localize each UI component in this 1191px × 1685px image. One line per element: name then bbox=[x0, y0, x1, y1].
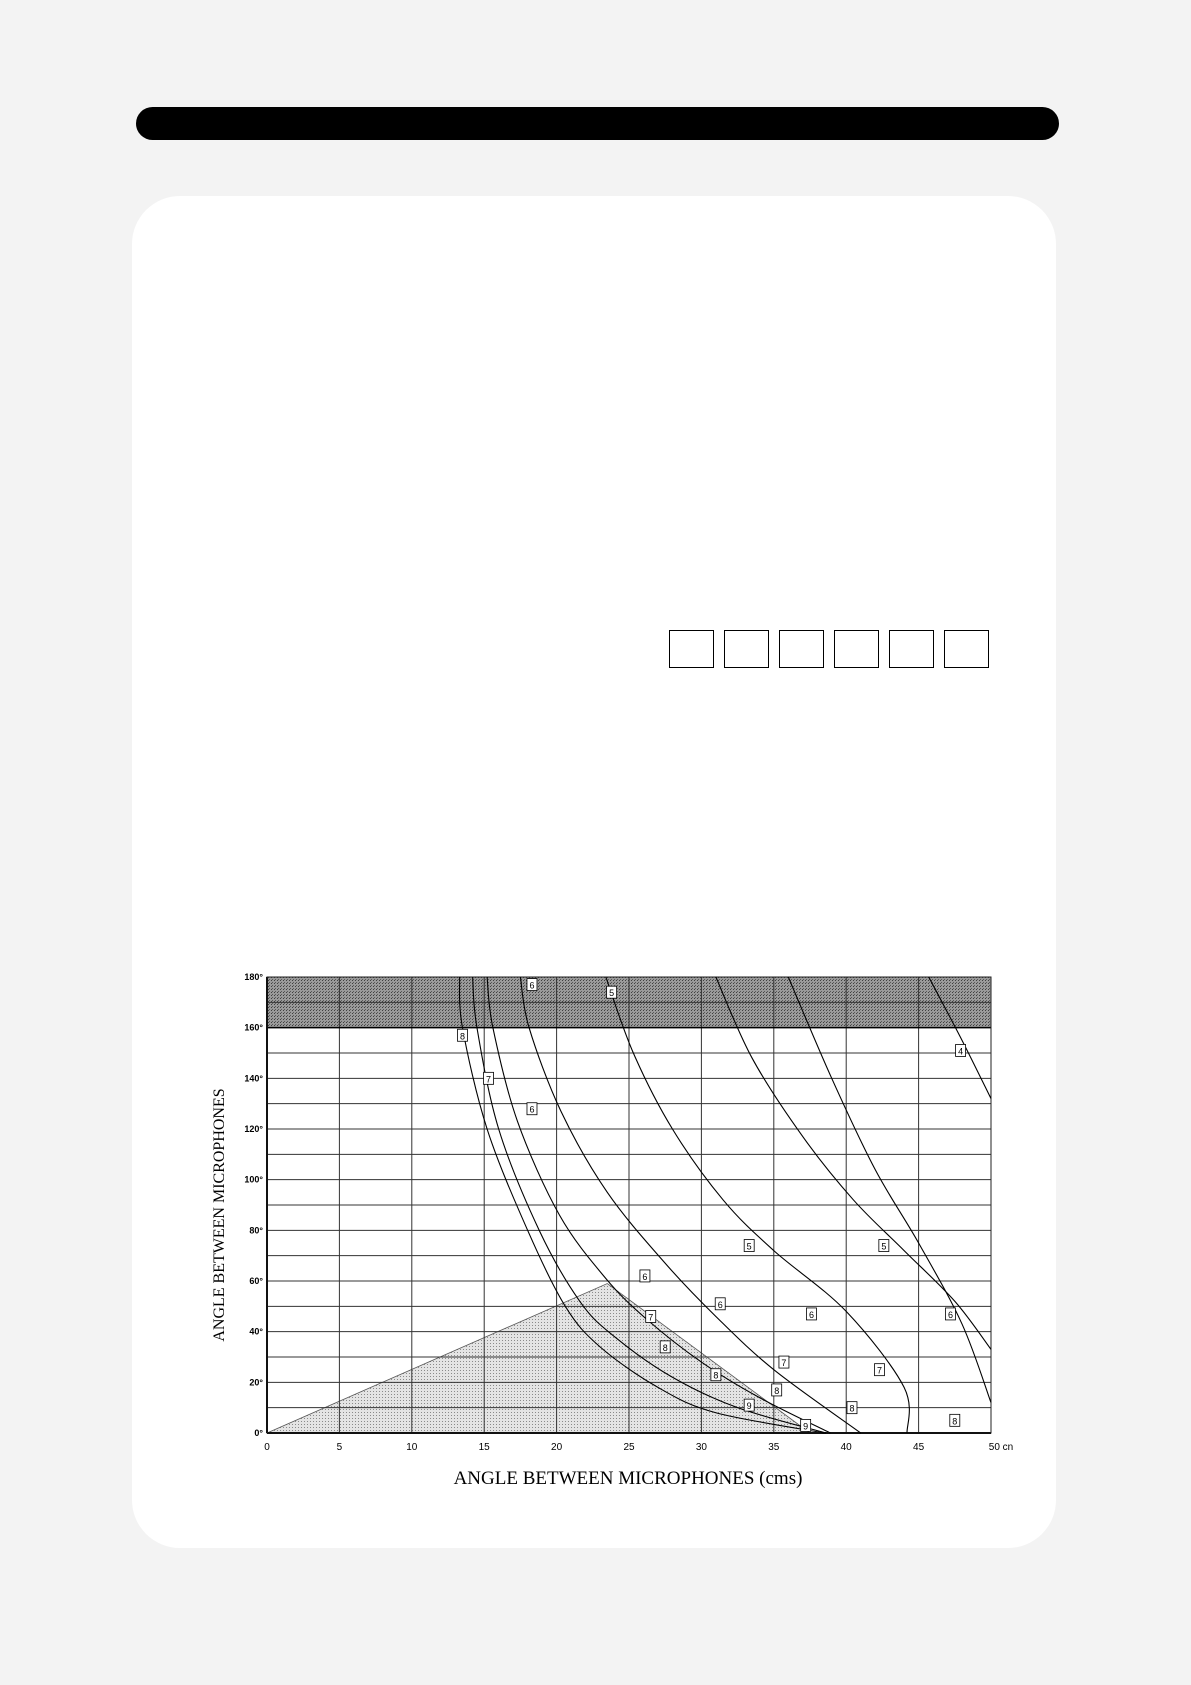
y-tick-label: 80° bbox=[249, 1225, 263, 1236]
x-tick-label: 50 cn bbox=[988, 1442, 1014, 1453]
y-axis-title: ANGLE BETWEEN MICROPHONES bbox=[211, 1088, 228, 1342]
y-tick-label: 60° bbox=[249, 1276, 263, 1286]
answer-box[interactable] bbox=[889, 630, 934, 668]
y-tick-label: 120° bbox=[244, 1124, 263, 1134]
curve-label: 6 bbox=[529, 980, 535, 991]
curve-label: 8 bbox=[952, 1416, 958, 1427]
header-bar bbox=[136, 107, 1059, 140]
x-axis-title: ANGLE BETWEEN MICROPHONES (cms) bbox=[453, 1468, 803, 1489]
curve-label: 7 bbox=[781, 1358, 787, 1369]
y-tick-label: 0° bbox=[254, 1428, 263, 1438]
curve-label: 7 bbox=[876, 1365, 883, 1376]
answer-box-row bbox=[669, 630, 989, 670]
x-tick-label: 40 bbox=[840, 1442, 852, 1453]
x-tick-label: 10 bbox=[406, 1442, 418, 1453]
microphone-angle-chart bbox=[205, 950, 1025, 1480]
curve-label: 8 bbox=[662, 1342, 668, 1353]
y-tick-label: 20° bbox=[249, 1377, 263, 1388]
curve-label: 6 bbox=[642, 1271, 648, 1282]
curve-label: 8 bbox=[713, 1370, 719, 1381]
curve-label: 6 bbox=[529, 1104, 535, 1115]
x-tick-label: 35 bbox=[768, 1442, 780, 1453]
curve-label: 8 bbox=[849, 1403, 855, 1414]
curve-label: 7 bbox=[648, 1312, 654, 1323]
curve-label: 7 bbox=[486, 1074, 492, 1085]
curve-label: 4 bbox=[958, 1046, 964, 1057]
curve-label: 5 bbox=[881, 1241, 887, 1252]
answer-box[interactable] bbox=[779, 630, 824, 668]
x-tick-label: 0 bbox=[264, 1442, 270, 1453]
answer-box[interactable] bbox=[944, 630, 989, 668]
curve-label: 9 bbox=[746, 1401, 752, 1412]
answer-box[interactable] bbox=[669, 630, 714, 668]
x-tick-label: 45 bbox=[913, 1442, 925, 1453]
curve-label: 5 bbox=[746, 1241, 752, 1252]
curve-label: 9 bbox=[803, 1421, 809, 1432]
y-tick-label: 40° bbox=[249, 1326, 263, 1337]
x-tick-label: 25 bbox=[623, 1442, 635, 1453]
curve-label: 8 bbox=[459, 1031, 465, 1042]
curve-label: 6 bbox=[947, 1309, 953, 1320]
curve-label: 6 bbox=[808, 1309, 814, 1320]
x-tick-label: 30 bbox=[695, 1442, 707, 1453]
x-tick-label: 5 bbox=[336, 1442, 343, 1453]
curve-label: 8 bbox=[774, 1385, 780, 1396]
y-tick-label: 180° bbox=[244, 972, 263, 982]
curve-label: 5 bbox=[609, 988, 615, 999]
x-tick-label: 15 bbox=[478, 1442, 490, 1453]
answer-box[interactable] bbox=[724, 630, 769, 668]
y-tick-label: 100° bbox=[244, 1174, 263, 1185]
y-tick-label: 160° bbox=[244, 1022, 263, 1033]
chart-svg bbox=[205, 950, 1025, 1480]
y-tick-label: 140° bbox=[244, 1073, 263, 1084]
x-tick-label: 20 bbox=[551, 1442, 563, 1453]
answer-box[interactable] bbox=[834, 630, 879, 668]
curve-label: 6 bbox=[717, 1299, 723, 1310]
